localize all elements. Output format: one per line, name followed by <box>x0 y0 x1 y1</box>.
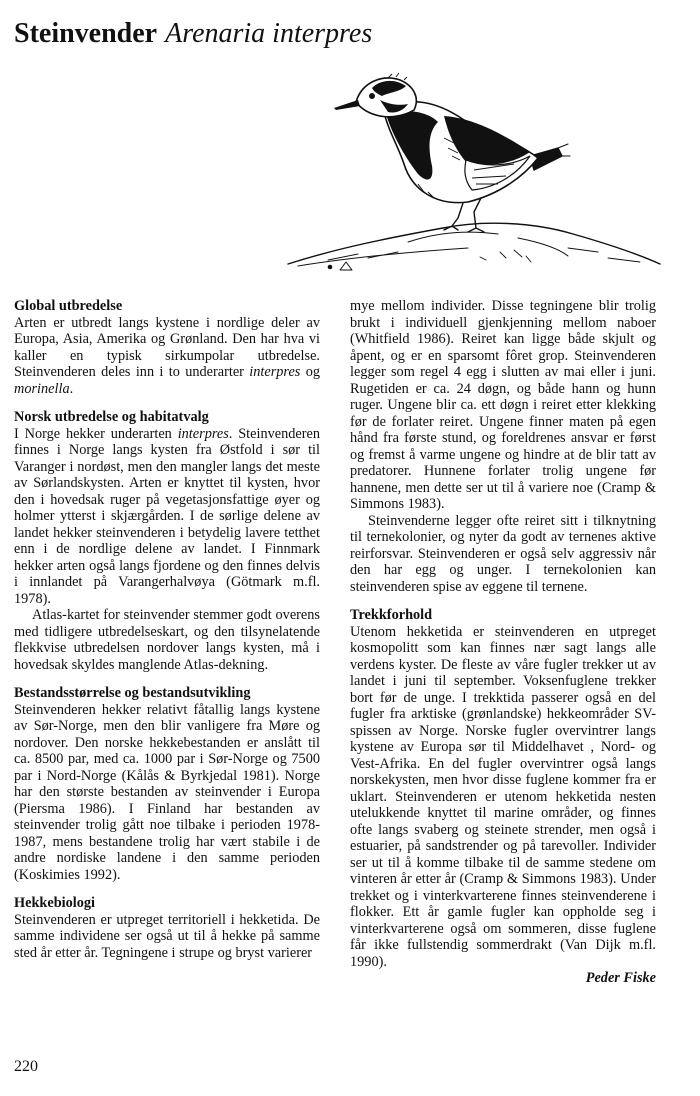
atlas-map-text: Atlas-kartet for steinvender stemmer godt overens med tidligere utbredelseskart, og den tilsynelatende flekkvise utbredelsen nordover langs kysten, må i hovedsak skyldes manglende Atlas-dekning. <box>14 607 320 673</box>
breeding-biology-continued-text: mye mellom individer. Disse tegningene blir trolig brukt i individuell gjenkjenning mellom naboer (Whitfield 1986). Reiret kan ligge både skjult og åpent, og er en sparsomt fôret grop. Steinvenderen legger som regel 4 egg i slutten av mai eller i juni. Rugetiden er ca. 24 døgn, og både hann og hunn ruger. Ungene blir ca. ett døgn i reiret etter klekking før de forlater reiret. Ungene finner maten på egen hånd fra første stund, og foreldrenes ansvar er først og fremst å varme ungene og hindre at de blir tatt av predatorer. Hunnene forlater trolig ungene før hannene, men dette ser ut til å variere noe (Cramp & Simmons 1983). <box>350 298 656 512</box>
page-number: 220 <box>14 1058 38 1075</box>
ruddy-turnstone-drawing-icon <box>268 52 664 280</box>
population-text: Steinvenderen hekker relativt fåtallig langs kystene av Sør-Norge, men den blir vanligere fra Møre og nordover. Den norske hekkebestanden er anslått til ca. 8500 par, med ca. 1000 par i Sør-Norge og 7500 par i Nord-Norge (Kålås & Byrkjedal 1981). Norge har den største bestanden av steinvender i Europa (Piersma 1986). I Finland har bestanden av steinvender trolig gått noe tilbake i perioden 1978-1987, mens bestandene trolig har vært stabile i de andre nordiske landene i den samme perioden (Koskimies 1992). <box>14 701 320 883</box>
right-column <box>350 298 656 987</box>
migration-text: Utenom hekketida er steinvenderen en utpreget kosmopolitt som kan finnes nær sagt langs alle verdens kyster. De fleste av våre fugler trekker ut av landet i juni til september. Voksenfuglene trekker bort før de unge. I trekktida passerer også en del fugler fra arktiske (grønlandske) hekkeområder SV-spissen av Norge. Norske fugler overvintrer langs kystene av Europa sør til Middelhavet , Nord- og Vest-Afrika. En del fugler overvintrer også langs norskekysten, men hvor disse fuglene kommer fra er uklart. Steinvenderen er utenom hekketida nesten utelukkende knyttet til marine områder, og finnes ofte langs svaberg og steinete strender, men også i estuarier, på sandstrender og på tarevoller. Individer ser ut til å komme tilbake til de samme stedene om vinteren år etter år (Cramp & Simmons 1983). Under trekket og i vinterkvarterene finnes steinvenderene i flokker. Ett år gamle fugler kan oppholde seg i vinterkvarterene også om sommeren, disse fuglene får ikke fullstendig sommerdrakt (Van Dijk m.fl. 1990). <box>350 623 656 970</box>
norwegian-distribution-text: I Norge hekker underarten interpres. Steinvenderen finnes i Norge langs kysten fra Østfold i sør til Varanger i nordøst, men den mangler langs det meste av Sørlandskysten. Arten er knyttet til kysten, hvor den i hovedsak ruger på vegetasjonsfattige øyer og holmer ytterst i skjærgården. I de sørlige delene av landet hekker steinvenderen i betydelig lavere tetthet enn i de nordlige delene av landet. I Finnmark hekker arten også langs fjordene og den finnes delvis i innlandet på Varangerhalvøya (Götmark m.fl. 1978). <box>14 425 320 607</box>
tern-colonies-text: Steinvenderne legger ofte reiret sitt i tilknytning til ternekolonier, og nyter da godt av ternenes aktive reirforsvar. Steinvenderen er også selv aggressiv når den har egg og unger. I ternekolonien kan steinvenderen spise av eggene til ternene. <box>350 512 656 595</box>
section-heading-breeding-biology: Hekkebiologi <box>14 895 96 911</box>
left-column <box>14 298 320 961</box>
common-name: Steinvender <box>14 18 158 49</box>
latin-name: Arenaria interpres <box>165 18 373 49</box>
global-distribution-text: Arten er utbredt langs kystene i nordlige deler av Europa, Asia, Amerika og Grønland. Den har hva vi kaller en typisk sirkumpolar utbredelse. Steinvenderen deles inn i to underarter interpres og morinella. <box>14 314 321 397</box>
section-heading-norwegian-distribution: Norsk utbredelse og habitatvalg <box>14 409 209 425</box>
breeding-biology-text: Steinvenderen er utpreget territoriell i hekketida. De samme individene ser også ut til å hekke på samme sted år etter år. Tegningene i strupe og bryst varierer <box>14 911 320 961</box>
author-signature: Peder Fiske <box>585 970 656 986</box>
species-title <box>14 14 372 54</box>
section-heading-population: Bestandsstørrelse og bestandsutvikling <box>14 685 251 701</box>
section-heading-migration: Trekkforhold <box>350 607 433 623</box>
section-heading-global-distribution: Global utbredelse <box>14 298 123 314</box>
